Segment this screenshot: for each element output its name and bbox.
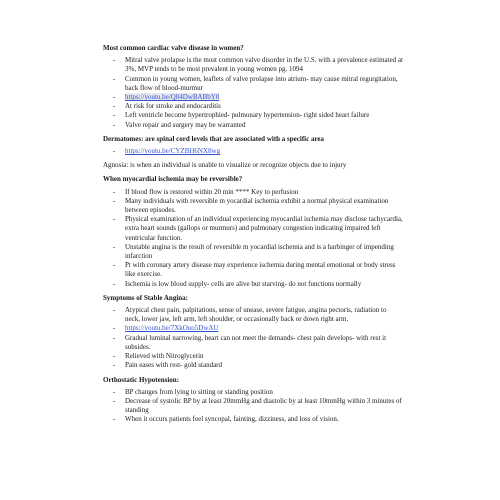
list-item: - Left ventricle become hypertrophied- pulmonary hypertension- right sided heart failure	[103, 111, 403, 120]
list-item	[103, 324, 403, 333]
list-item: - Atypical chest pain, palpitations, sense of unease, severe fatigue, angina pectoris, radiation to neck, lower jaw, left arm, left shoulder, or occasionally back or down right arm.	[103, 306, 403, 324]
list-item	[103, 93, 403, 102]
list-item: - Mitral valve prolapse is the most common valve disorder in the U.S. with a prevalence estimated at 3%, MVP tends to be most prevalent in young women pg. 1094	[103, 56, 403, 74]
document-page	[103, 44, 403, 425]
video-link[interactable]: https://youtu.be/7XkOuo5DwAU	[125, 324, 219, 333]
list-item: - Decrease of systolic BP by at least 20mmHg and diastolic by at least 10mmHg within 3 minutes of standing	[103, 397, 403, 415]
list-item: - Many individuals with reversible m yocardial ischemia exhibit a normal physical examination between episodes.	[103, 197, 403, 215]
list-item: - At risk for stroke and endocarditis	[103, 102, 403, 111]
video-link[interactable]: https://youtu.be/Q84DwBABbY0	[125, 93, 220, 102]
section-heading-myocardial-ischemia: When myocardial ischemia may be reversible?	[103, 175, 243, 184]
list-item: - BP changes from lying to sitting or standing position	[103, 388, 403, 397]
dermatomes-list	[103, 147, 403, 156]
list-item: - Gradual luminal narrowing, heart can not meet the demands- chest pain develops- with rest it subsides.	[103, 334, 403, 352]
stable-angina-list	[103, 306, 403, 370]
list-item: - Common in young women, leaflets of valve prolapse into atrium- may cause mitral regurgitation, back flow of blood-murmur	[103, 75, 403, 93]
list-item: - Pt with coronary artery disease may experience ischemia during mental emotional or body stress like exercise.	[103, 261, 403, 279]
section-heading-valve-disease: Most common cardiac valve disease in women?	[103, 44, 244, 52]
list-item: - Unstable angina is the result of reversible m yocardial ischemia and is a harbinger of impending infarction	[103, 243, 403, 261]
myocardial-ischemia-list	[103, 188, 403, 289]
list-item: - Ischemia is low blood supply- cells are alive but starving- do not functions normally	[103, 280, 403, 289]
section-heading-orthostatic-hypotension: Orthostatic Hypotension:	[103, 375, 180, 384]
list-item: - When it occurs patients feel syncopal, fainting, dizziness, and loss of vision.	[103, 415, 403, 424]
video-link[interactable]: https://youtu.be/CYZBH6NX8wg	[125, 147, 221, 156]
list-item: - If blood flow is restored within 20 min **** Key to perfusion	[103, 188, 403, 197]
list-item: - Physical examination of an individual experiencing myocardial ischemia may disclose tachycardia, extra heart sounds (gallops or murmurs) and pulmonary congestion indicating impaired left ventricular function.	[103, 215, 403, 243]
list-item: - Pain eases with rest- gold standard	[103, 361, 403, 370]
section-heading-stable-angina: Symptoms of Stable Angina:	[103, 293, 188, 302]
list-item: - Valve repair and surgery may be warranted	[103, 121, 403, 130]
list-item: - Relieved with Nitroglycerin	[103, 352, 403, 361]
valve-disease-list	[103, 56, 403, 130]
section-heading-dermatomes: Dermatomes: are spinal cord levels that are associated with a specific area	[103, 134, 325, 143]
orthostatic-hypotension-list	[103, 388, 403, 425]
list-item	[103, 147, 403, 156]
agnosia-paragraph: Agnosia: is when an individual is unable to visualize or recognize objects due to injury	[103, 161, 347, 170]
